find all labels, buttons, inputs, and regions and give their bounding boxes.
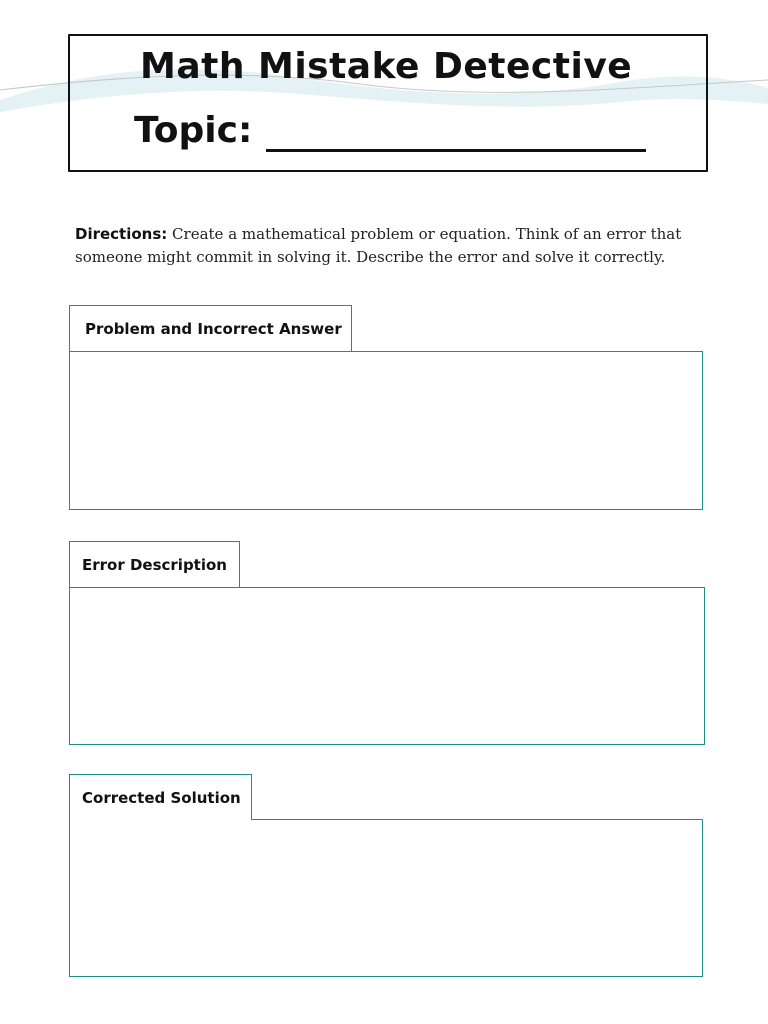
section-tab-error — [69, 541, 240, 587]
section-box-corrected[interactable] — [69, 819, 703, 977]
section-tab-problem — [69, 305, 352, 351]
page-title: Math Mistake Detective — [140, 46, 633, 87]
section-box-problem[interactable] — [69, 351, 703, 510]
directions-label: Directions: — [75, 225, 168, 243]
section-label-problem: Problem and Incorrect Answer — [85, 319, 342, 338]
directions-paragraph — [75, 223, 715, 269]
section-label-error: Error Description — [82, 555, 227, 574]
directions-text: Create a mathematical problem or equation. Think of an error that someone might commit in solving it. Describe the error and solve it correctly. — [75, 225, 682, 266]
section-label-corrected: Corrected Solution — [82, 788, 241, 807]
topic-input-line[interactable] — [266, 149, 646, 152]
topic-label: Topic: — [134, 110, 253, 151]
section-box-error[interactable] — [69, 587, 705, 745]
section-tab-corrected — [69, 774, 252, 820]
